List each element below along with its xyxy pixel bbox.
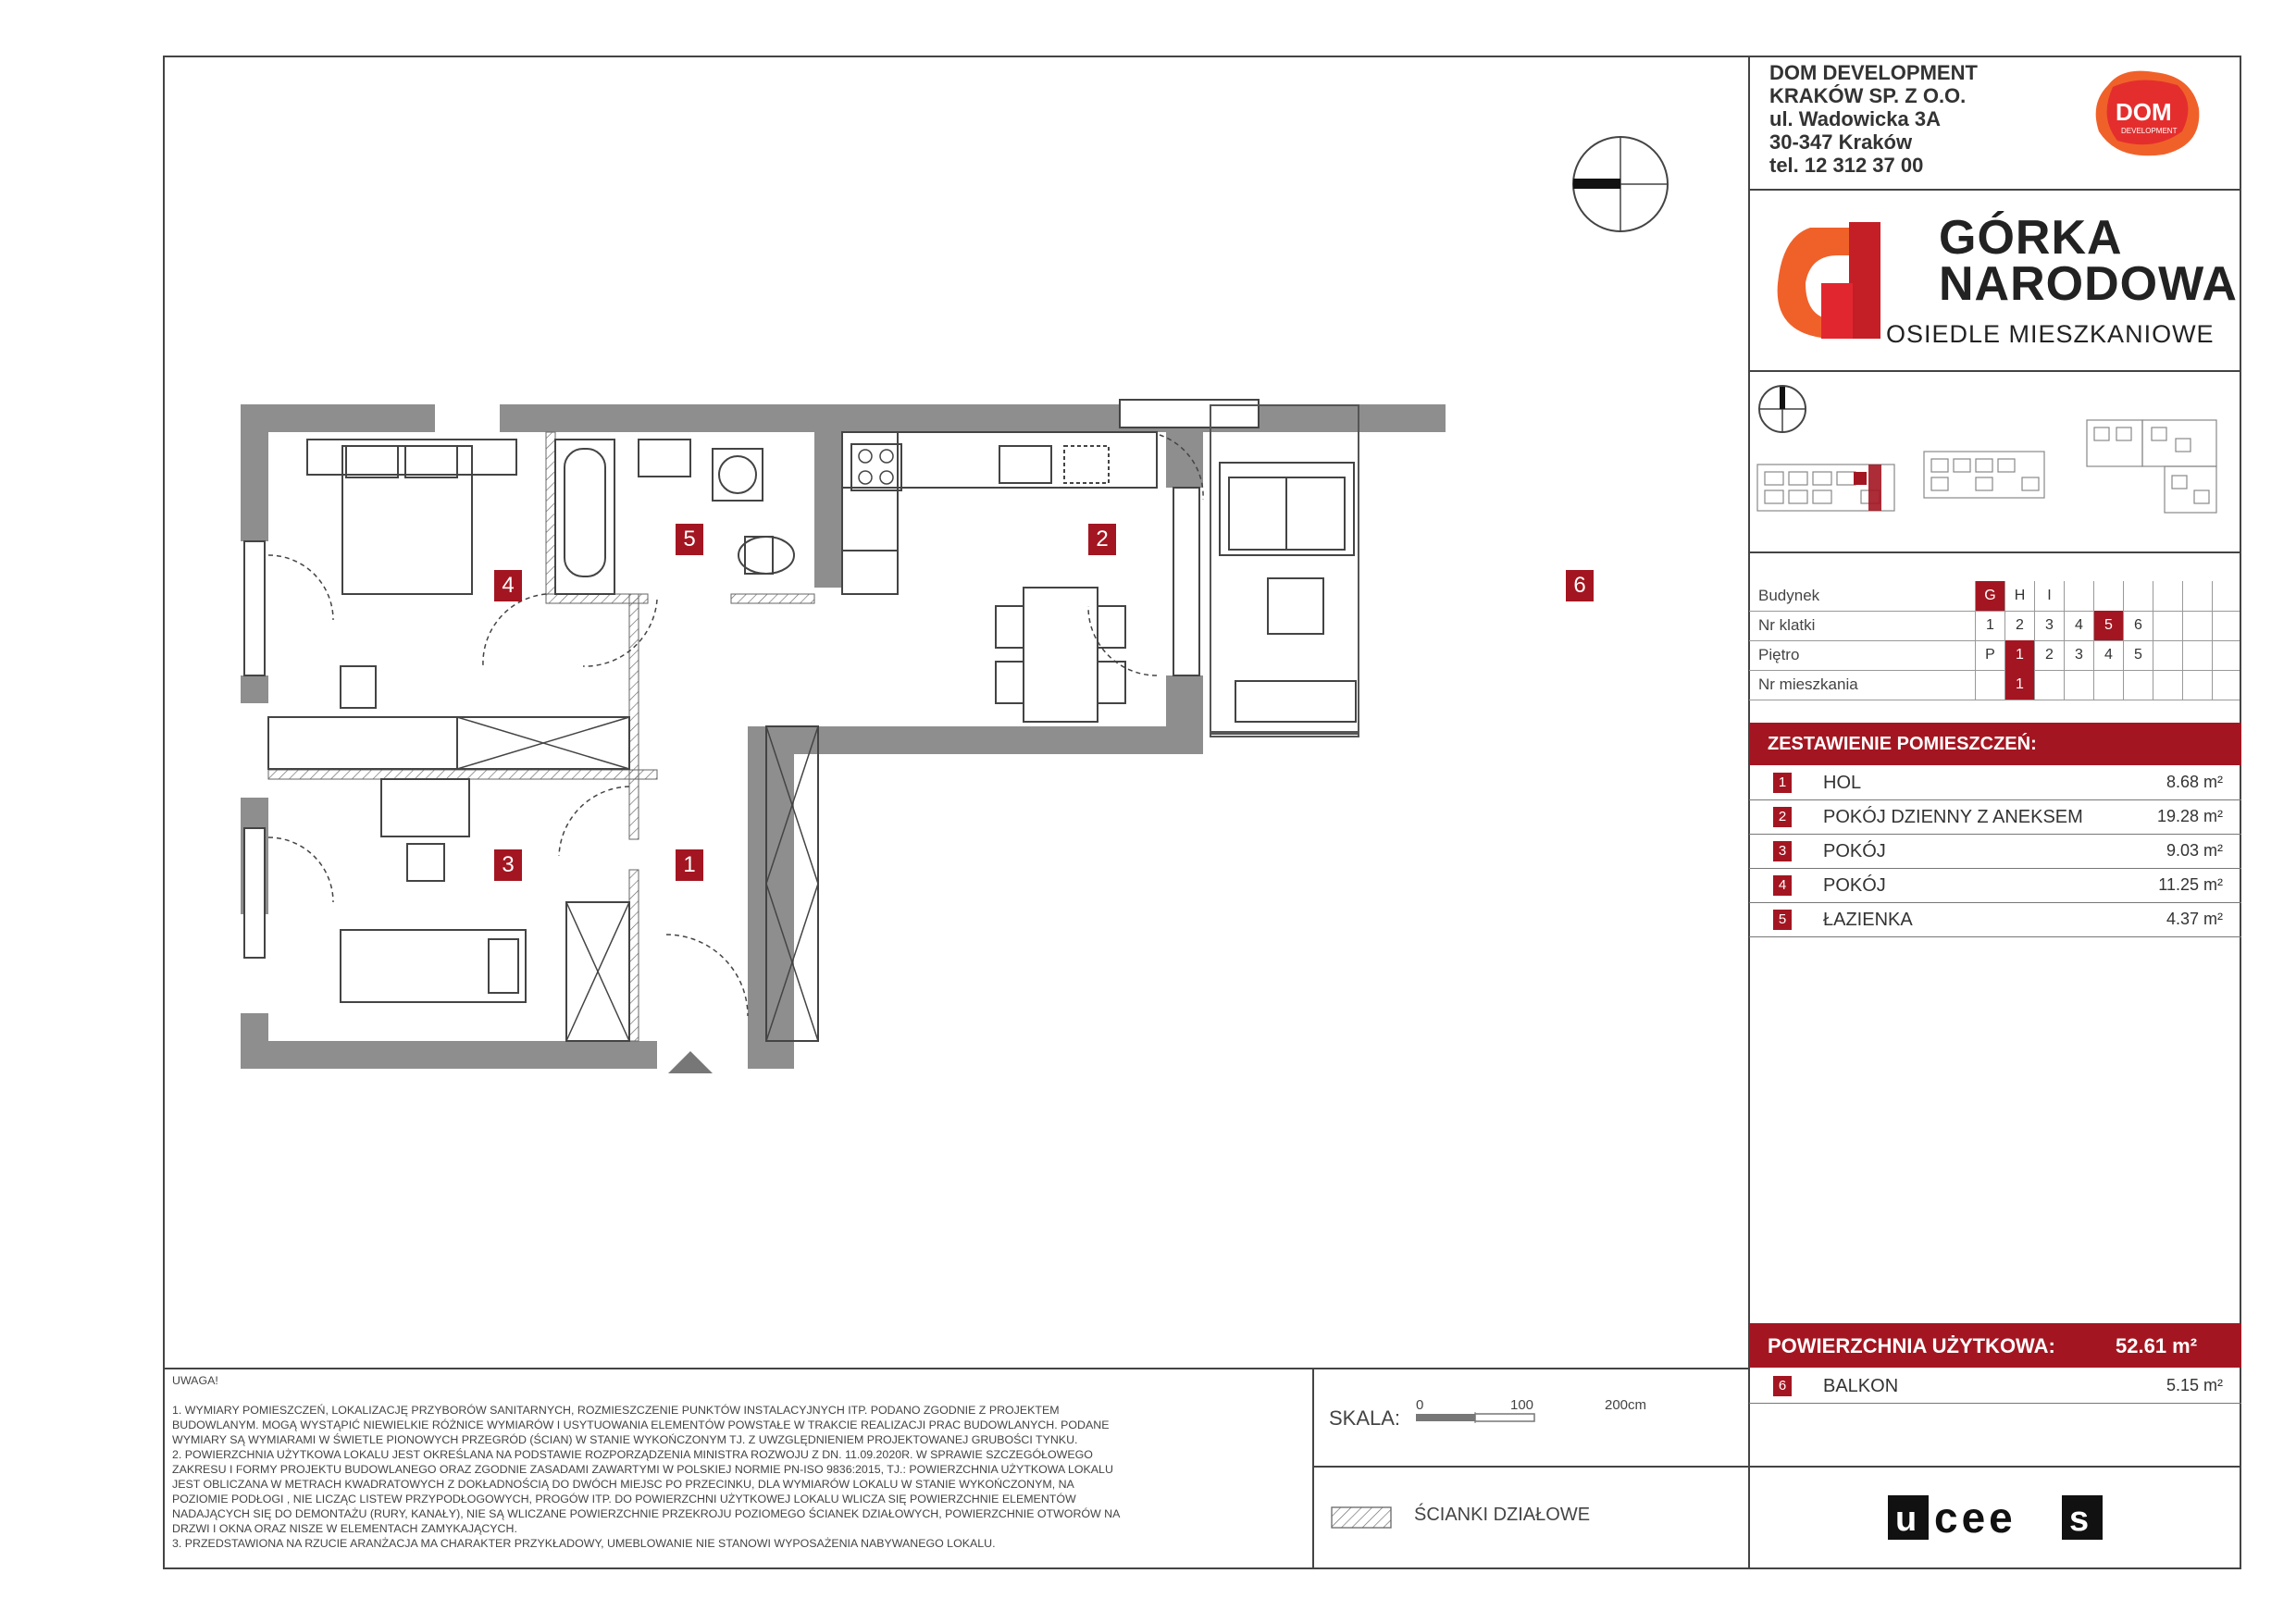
notes-line: POZIOMIE PODŁOGI , NIE LICZĄC LISTEW PRZYPODŁOGOWYCH, PROGÓW ITP. DO POWIERZCHNI UŻYTKOWEJ LOKALU WLICZA SIĘ POWIERZCHNIE ELEMENTÓW: [172, 1493, 1076, 1505]
info-grid-cell: [2034, 670, 2064, 700]
info-grid-cell: 1: [2004, 670, 2034, 700]
info-grid-cell: [2212, 640, 2241, 670]
info-grid-cell: G: [1975, 581, 2004, 611]
rooms-header-text: ZESTAWIENIE POMIESZCZEŃ:: [1768, 734, 2037, 754]
info-grid-cell: [2182, 581, 2212, 611]
room-area: 4.37 m²: [2166, 910, 2223, 928]
info-grid-cell: [2182, 640, 2212, 670]
info-grid-cell: 5: [2123, 640, 2153, 670]
notes-lines: [172, 1403, 1297, 1551]
notes-scale-divider: [1312, 1368, 1314, 1569]
info-grid-cell: 1: [1975, 611, 2004, 640]
floor-plan: [241, 398, 1666, 1083]
dom-logo-text: DOM: [2116, 98, 2172, 126]
info-grid-row: [1749, 640, 2240, 671]
room-num: 2: [1773, 807, 1792, 827]
info-grid-cell: [2212, 581, 2241, 611]
info-grid-cell: [2123, 670, 2153, 700]
company-phone: tel. 12 312 37 00: [1769, 154, 1924, 177]
rooms-header: [1749, 723, 2241, 765]
notes-line: BUDOWLANYM. MOGĄ WYSTĄPIĆ NIEWIELKIE RÓŻNICE WYMIARÓW I USYTUOWANIA ELEMENTÓW POWSTAŁE W TRAKCIE REALIZACJI PRAC BUDOWLANYCH. PODANE: [172, 1419, 1110, 1431]
plan-label-1: 1: [676, 849, 703, 881]
notes-line: JEST OBLICZANA W METRACH KWADRATOWYCH Z DOKŁADNOŚCIĄ DO DWÓCH MIEJSC PO PRZECINKU, DLA WYMIARÓW LOKALU W STANIE WYKOŃCZONYM, NA: [172, 1478, 1074, 1491]
info-grid-label: Budynek: [1758, 587, 1820, 604]
room-row: [1749, 800, 2241, 835]
balcony-area: 5.15 m²: [2166, 1376, 2223, 1394]
notes-divider: [163, 1368, 1750, 1369]
room-row: [1749, 766, 2241, 800]
plan-label-2: 2: [1088, 524, 1116, 555]
info-grid-cell: H: [2004, 581, 2034, 611]
room-name: POKÓJ: [1823, 875, 1886, 896]
room-area: 8.68 m²: [2166, 773, 2223, 791]
info-grid-cell: I: [2034, 581, 2064, 611]
info-grid-cell: [2123, 581, 2153, 611]
estate-divider: [1748, 370, 2241, 372]
svg-text:cee: cee: [1934, 1493, 2017, 1542]
balcony-row: [1749, 1369, 2241, 1404]
info-grid-cell: [2153, 611, 2182, 640]
plan-label-4: 4: [494, 570, 522, 601]
info-grid-cell: [2182, 670, 2212, 700]
info-grid-cell: 1: [2004, 640, 2034, 670]
info-grid-cell: [2212, 611, 2241, 640]
room-name: POKÓJ: [1823, 841, 1886, 861]
estate-name: [1939, 211, 2238, 311]
room-row: [1749, 869, 2241, 903]
notes-line: 1. WYMIARY POMIESZCZEŃ, LOKALIZACJĘ PRZYBORÓW SANITARNYCH, ROZMIESZCZENIE PUNKTÓW INSTALACYJNYCH ITP. PODANO ZGODNIE Z PROJEKTEM: [172, 1404, 1060, 1417]
company-name2: KRAKÓW SP. Z O.O.: [1769, 84, 1967, 107]
gorka-narodowa-logo-mark: [1773, 218, 1884, 348]
notes-line: 3. PRZEDSTAWIONA NA RZUCIE ARANŻACJA MA CHARAKTER PRZYKŁADOWY, UMEBLOWANIE NIE STANOWI WYPOSAŻENIA NABYWANEGO LOKALU.: [172, 1537, 996, 1550]
plan-label-6: 6: [1566, 570, 1594, 601]
notes-line: ZAKRESU I FORMY PROJEKTU BUDOWLANEGO ORAZ ZGODNIE ZASADAMI ZAWARTYMI W POLSKIEJ NORMIE PN-ISO 9836:2015, TJ.: POWIERZCHNIA UŻYTKOWA LOKALU: [172, 1463, 1113, 1476]
keyplan-divider: [1748, 551, 2241, 553]
notes-line: NADAJĄCYCH SIĘ DO DEMONTAŻU (RURY, KANAŁY), NIE SĄ WLICZANE POWIERZCHNIE PRZEKROJU POZIOMEGO ŚCIANEK DZIAŁOWYCH, POWIERZCHNIE OTWORÓW NA: [172, 1507, 1121, 1520]
scale-tick-100: 100: [1510, 1397, 1534, 1413]
info-grid-cell: [2064, 581, 2093, 611]
room-num: 1: [1773, 773, 1792, 793]
info-grid-cell: 3: [2064, 640, 2093, 670]
room-num: 5: [1773, 910, 1792, 930]
room-row: [1749, 835, 2241, 869]
room-name: ŁAZIENKA: [1823, 910, 1913, 930]
keyplan-buildings: [1754, 416, 2235, 518]
info-grid-cell: P: [1975, 640, 2004, 670]
room-area: 9.03 m²: [2166, 841, 2223, 860]
notes-title: UWAGA!: [172, 1374, 218, 1387]
plan-label-5: 5: [676, 524, 703, 555]
room-name: POKÓJ DZIENNY Z ANEKSEM: [1823, 807, 2083, 827]
notes-line: 2. POWIERZCHNIA UŻYTKOWA LOKALU JEST OKREŚLANA NA PODSTAWIE ROZPORZĄDZENIA MINISTRA ROZWOJU Z DN. 11.09.2020R. W SPRAWIE SZCZEGÓŁOWEGO: [172, 1448, 1093, 1461]
info-grid-cell: [2212, 670, 2241, 700]
balcony-name: BALKON: [1823, 1376, 1899, 1396]
company-street: ul. Wadowicka 3A: [1769, 107, 1942, 130]
svg-text:s: s: [2069, 1500, 2090, 1539]
room-row: [1749, 903, 2241, 937]
info-grid-cell: 2: [2004, 611, 2034, 640]
info-grid-cell: [2153, 670, 2182, 700]
info-grid-cell: [2093, 670, 2123, 700]
info-grid-row: [1749, 611, 2240, 641]
company-info: [1769, 61, 1978, 177]
usable-area-value: 52.61 m²: [2116, 1334, 2198, 1357]
svg-text:u: u: [1895, 1500, 1917, 1539]
room-name: HOL: [1823, 773, 1862, 793]
info-grid-cell: [2153, 640, 2182, 670]
info-grid-row: [1749, 670, 2240, 700]
info-grid-cell: 4: [2093, 640, 2123, 670]
scale-tick-0: 0: [1416, 1397, 1424, 1413]
room-area: 19.28 m²: [2156, 807, 2223, 825]
info-grid-row: [1749, 581, 2240, 612]
info-grid-cell: [2093, 581, 2123, 611]
notes-line: DRZWI I OKNA ORAZ NISZE W ELEMENTACH ZAMYKAJĄCYCH.: [172, 1522, 517, 1535]
info-grid-label: Nr klatki: [1758, 616, 1816, 634]
info-grid-cell: 3: [2034, 611, 2064, 640]
ucees-logo: [1886, 1492, 2108, 1543]
room-num: 3: [1773, 841, 1792, 861]
company-name: DOM DEVELOPMENT: [1769, 61, 1978, 84]
company-city: 30-347 Kraków: [1769, 130, 1913, 154]
notes-line: WYMIARY SĄ WYMIARAMI W ŚWIETLE PIONOWYCH PRZEGRÓD (ŚCIAN) W STANIE WYKOŃCZONYM TJ. Z UWZGLĘDNIENIEM PROJEKTOWANEJ GRUBOŚCI TYNKU.: [172, 1433, 1078, 1446]
info-grid-cell: [1975, 670, 2004, 700]
plan-label-3: 3: [494, 849, 522, 881]
scale-tick-200: 200cm: [1605, 1397, 1647, 1413]
dom-development-logo: [2090, 67, 2203, 159]
estate-name-line2: NARODOWA: [1939, 257, 2238, 311]
notes: [172, 1373, 1297, 1551]
estate-subtitle: OSIEDLE MIESZKANIOWE: [1886, 320, 2215, 348]
usable-area-label: POWIERZCHNIA UŻYTKOWA:: [1768, 1334, 2055, 1357]
company-divider: [1748, 189, 2241, 191]
legend-label: ŚCIANKI DZIAŁOWE: [1414, 1505, 1591, 1525]
info-grid-cell: [2182, 611, 2212, 640]
room-area: 11.25 m²: [2158, 875, 2223, 894]
info-grid-label: Piętro: [1758, 646, 1800, 663]
estate-name-line1: GÓRKA: [1939, 211, 2123, 265]
info-grid-cell: 4: [2064, 611, 2093, 640]
info-grid-cell: 5: [2093, 611, 2123, 640]
usable-area-bar: [1749, 1323, 2241, 1368]
partition-wall-swatch: [1331, 1506, 1392, 1529]
compass-north-icon: [1570, 133, 1671, 235]
info-grid-cell: [2153, 581, 2182, 611]
scale-label: SKALA:: [1329, 1406, 1401, 1430]
scale-legend-divider: [1312, 1466, 2241, 1468]
info-grid-cell: 6: [2123, 611, 2153, 640]
info-grid-label: Nr mieszkania: [1758, 675, 1858, 693]
room-num: 4: [1773, 875, 1792, 896]
info-grid-cell: [2064, 670, 2093, 700]
dom-logo-subtext: DEVELOPMENT: [2121, 127, 2178, 135]
balcony-num: 6: [1773, 1376, 1792, 1396]
info-grid-cell: 2: [2034, 640, 2064, 670]
